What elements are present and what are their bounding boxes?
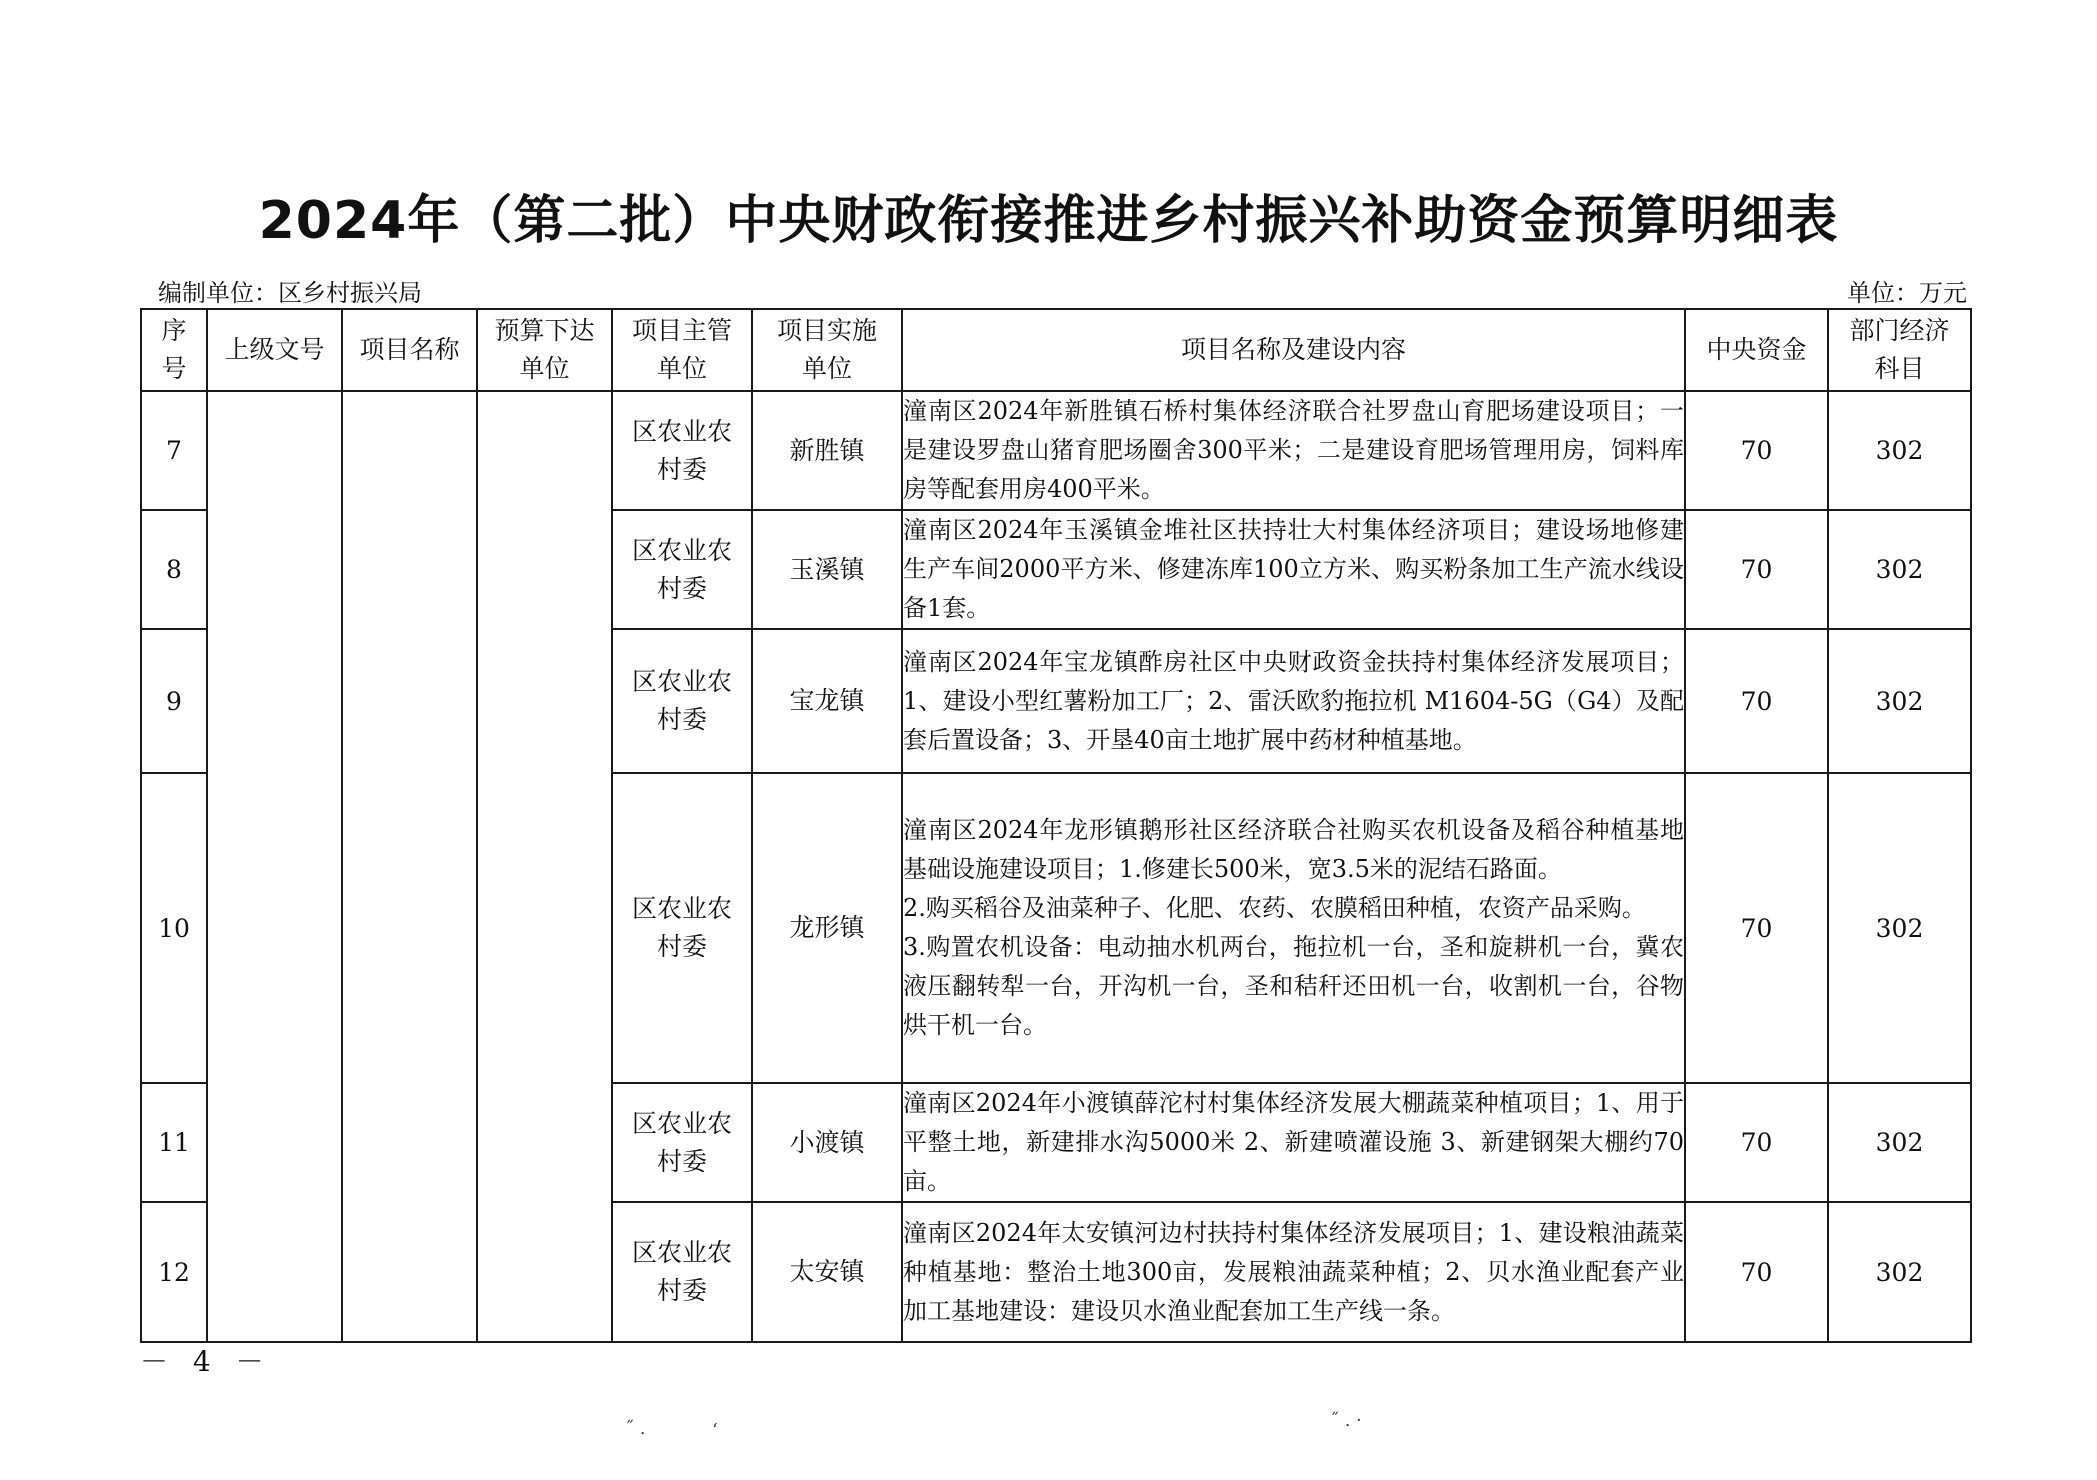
content-line: 3.购置农机设备：电动抽水机两台，拖拉机一台，圣和旋耕机一台，冀农液压翻转犁一台，开沟机一台，圣和秸秆还田机一台，收割机一台，谷物烘干机一台。 bbox=[903, 933, 1684, 1039]
header-manager: 项目主管单位 bbox=[612, 309, 752, 391]
header-implementer: 项目实施单位 bbox=[752, 309, 902, 391]
content-cell bbox=[902, 510, 1685, 629]
content-cell bbox=[902, 1083, 1685, 1202]
implementer-cell: 小渡镇 bbox=[752, 1083, 902, 1202]
scan-speck: ˝ . bbox=[625, 1418, 646, 1439]
content-line: 潼南区2024年小渡镇薛沱村村集体经济发展大棚蔬菜种植项目；1、用于平整土地，新建排水沟5000米 2、新建喷灌设施 3、新建钢架大棚约70亩。 bbox=[903, 1089, 1684, 1195]
funds-cell: 70 bbox=[1685, 391, 1828, 510]
budget-unit-cell bbox=[477, 391, 612, 1342]
page-title: 2024年（第二批）中央财政衔接推进乡村振兴补助资金预算明细表 bbox=[258, 191, 1839, 251]
implementer-cell: 太安镇 bbox=[752, 1202, 902, 1342]
table-header-row bbox=[141, 309, 1971, 391]
doc-cell bbox=[207, 391, 342, 1342]
budget-table bbox=[140, 308, 1972, 1343]
subject-cell: 302 bbox=[1828, 391, 1971, 510]
manager-cell: 区农业农村委 bbox=[612, 773, 752, 1083]
content-line: 2.购买稻谷及油菜种子、化肥、农药、农膜稻田种植，农资产品采购。 bbox=[903, 894, 1646, 922]
funds-cell: 70 bbox=[1685, 1083, 1828, 1202]
header-central-funds: 中央资金 bbox=[1685, 309, 1828, 391]
funds-cell: 70 bbox=[1685, 510, 1828, 629]
seq-cell: 9 bbox=[141, 629, 207, 773]
content-line: 潼南区2024年玉溪镇金堆社区扶持壮大村集体经济项目；建设场地修建生产车间2000平方米、修建冻库100立方米、购买粉条加工生产流水线设备1套。 bbox=[903, 516, 1684, 622]
header-subject: 部门经济科目 bbox=[1828, 309, 1971, 391]
compiler-unit: 编制单位：区乡村振兴局 bbox=[158, 279, 422, 307]
funds-cell: 70 bbox=[1685, 1202, 1828, 1342]
subject-cell: 302 bbox=[1828, 1202, 1971, 1342]
manager-cell: 区农业农村委 bbox=[612, 510, 752, 629]
implementer-cell: 宝龙镇 bbox=[752, 629, 902, 773]
scan-speck: ˝ . · bbox=[1330, 1410, 1362, 1431]
seq-cell: 8 bbox=[141, 510, 207, 629]
content-cell bbox=[902, 773, 1685, 1083]
content-line: 潼南区2024年太安镇河边村扶持村集体经济发展项目；1、建设粮油蔬菜种植基地：整治土地300亩，发展粮油蔬菜种植；2、贝水渔业配套产业加工基地建设：建设贝水渔业配套加工生产线一条。 bbox=[903, 1218, 1684, 1325]
header-doc: 上级文号 bbox=[207, 309, 342, 391]
manager-cell: 区农业农村委 bbox=[612, 1202, 752, 1342]
project-cell bbox=[342, 391, 477, 1342]
implementer-cell: 玉溪镇 bbox=[752, 510, 902, 629]
page-number: － 4 － bbox=[140, 1345, 272, 1378]
funds-cell: 70 bbox=[1685, 629, 1828, 773]
content-cell bbox=[902, 391, 1685, 510]
manager-cell: 区农业农村委 bbox=[612, 629, 752, 773]
manager-cell: 区农业农村委 bbox=[612, 1083, 752, 1202]
subject-cell: 302 bbox=[1828, 773, 1971, 1083]
seq-cell: 11 bbox=[141, 1083, 207, 1202]
content-cell bbox=[902, 629, 1685, 773]
seq-cell: 10 bbox=[141, 773, 207, 1083]
table-row bbox=[141, 391, 1971, 510]
content-line: 潼南区2024年新胜镇石桥村集体经济联合社罗盘山育肥场建设项目；一是建设罗盘山猪育肥场圈舍300平米；二是建设育肥场管理用房，饲料库房等配套用房400平米。 bbox=[903, 397, 1684, 503]
header-budget-unit: 预算下达单位 bbox=[477, 309, 612, 391]
content-cell bbox=[902, 1202, 1685, 1342]
scan-speck: ‘ bbox=[712, 1420, 718, 1441]
currency-unit: 单位：万元 bbox=[1847, 279, 1967, 307]
content-line: 潼南区2024年宝龙镇酢房社区中央财政资金扶持村集体经济发展项目；1、建设小型红薯粉加工厂；2、雷沃欧豹拖拉机 M1604-5G（G4）及配套后置设备；3、开垦40亩土地扩展中药材种植基地。 bbox=[903, 647, 1684, 754]
funds-cell: 70 bbox=[1685, 773, 1828, 1083]
subject-cell: 302 bbox=[1828, 1083, 1971, 1202]
implementer-cell: 新胜镇 bbox=[752, 391, 902, 510]
manager-cell: 区农业农村委 bbox=[612, 391, 752, 510]
content-line: 潼南区2024年龙形镇鹅形社区经济联合社购买农机设备及稻谷种植基地基础设施建设项目；1.修建长500米，宽3.5米的泥结石路面。 bbox=[903, 816, 1684, 883]
header-seq: 序号 bbox=[141, 309, 207, 391]
subject-cell: 302 bbox=[1828, 510, 1971, 629]
seq-cell: 12 bbox=[141, 1202, 207, 1342]
seq-cell: 7 bbox=[141, 391, 207, 510]
implementer-cell: 龙形镇 bbox=[752, 773, 902, 1083]
header-project: 项目名称 bbox=[342, 309, 477, 391]
header-content: 项目名称及建设内容 bbox=[902, 309, 1685, 391]
subject-cell: 302 bbox=[1828, 629, 1971, 773]
